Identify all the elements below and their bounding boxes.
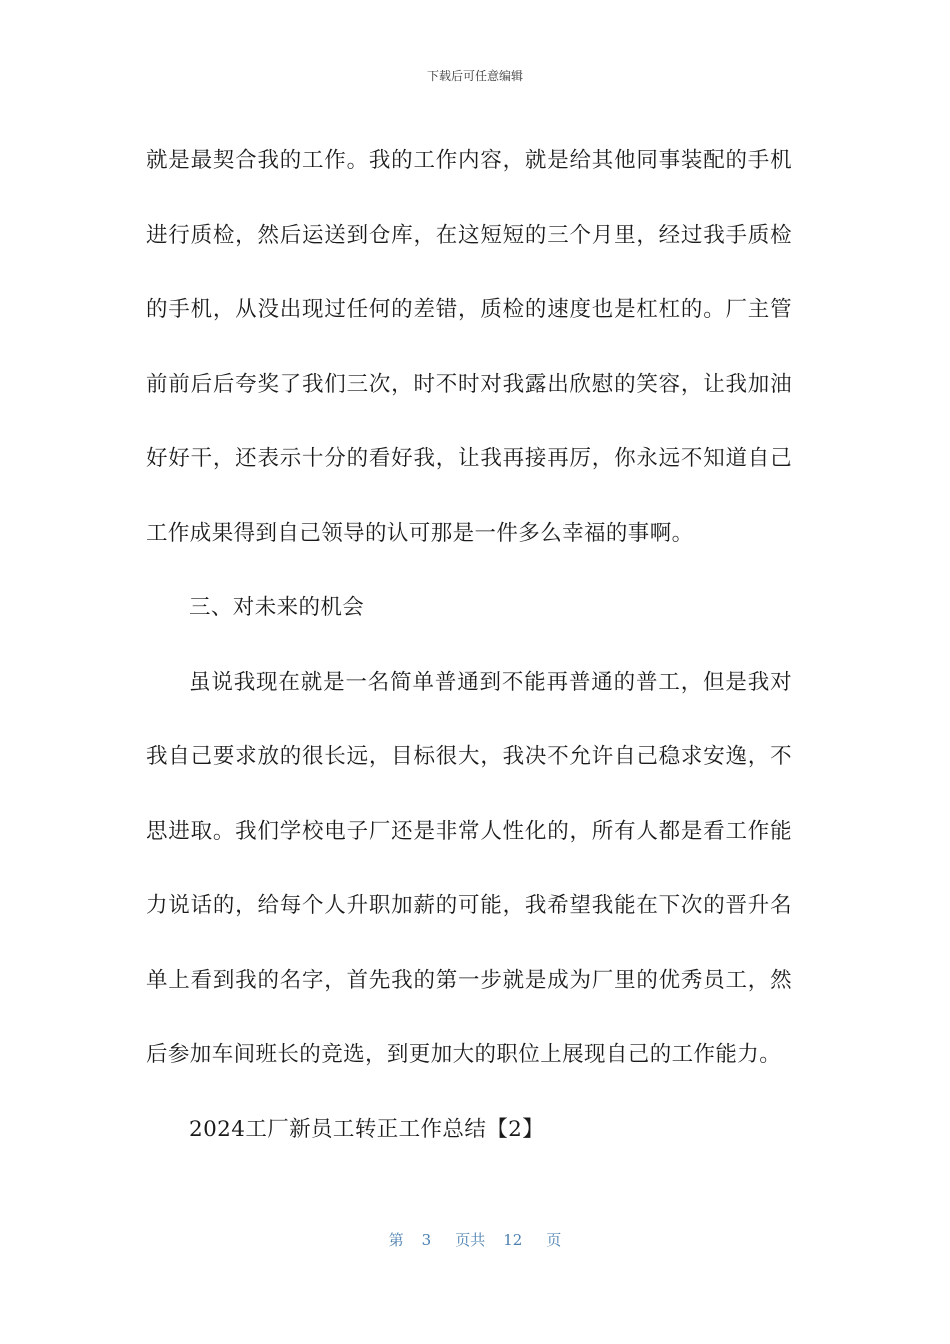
page-mid-text: 页共 [455, 1231, 486, 1249]
page-header: 下载后可任意编辑 [426, 69, 523, 83]
page-footer [0, 1229, 950, 1250]
section-heading-future-opportunity: 三、对未来的机会 [189, 595, 365, 620]
section-title-summary-2: 2024工厂新员工转正工作总结【2】 [189, 1116, 545, 1142]
paragraph-continuation: 就是最契合我的工作。我的工作内容，就是给其他同事装配的手机进行质检，然后运送到仓库，在这短短的三个月里，经过我手质检的手机，从没出现过任何的差错，质检的速度也是杠杠的。厂主管前前后后夸奖了我们三次，时不时对我露出欣慰的笑容，让我加油好好干，还表示十分的看好我，让我再接再厉，你永远不知道自己工作成果得到自己领导的认可那是一件多么幸福的事啊。 [146, 148, 792, 546]
page-suffix: 页 [546, 1231, 562, 1249]
page-total-number: 12 [503, 1231, 523, 1249]
document-body [146, 124, 792, 1167]
page-prefix: 第 [388, 1231, 404, 1249]
page-current-number: 3 [421, 1231, 432, 1249]
paragraph-future-plan: 虽说我现在就是一名简单普通到不能再普通的普工，但是我对我自己要求放的很长远，目标很大，我决不允许自己稳求安逸，不思进取。我们学校电子厂还是非常人性化的，所有人都是看工作能力说话的，给每个人升职加薪的可能，我希望我能在下次的晋升名单上看到我的名字，首先我的第一步就是成为厂里的优秀员工，然后参加车间班长的竞选，到更加大的职位上展现自己的工作能力。 [146, 669, 792, 1067]
